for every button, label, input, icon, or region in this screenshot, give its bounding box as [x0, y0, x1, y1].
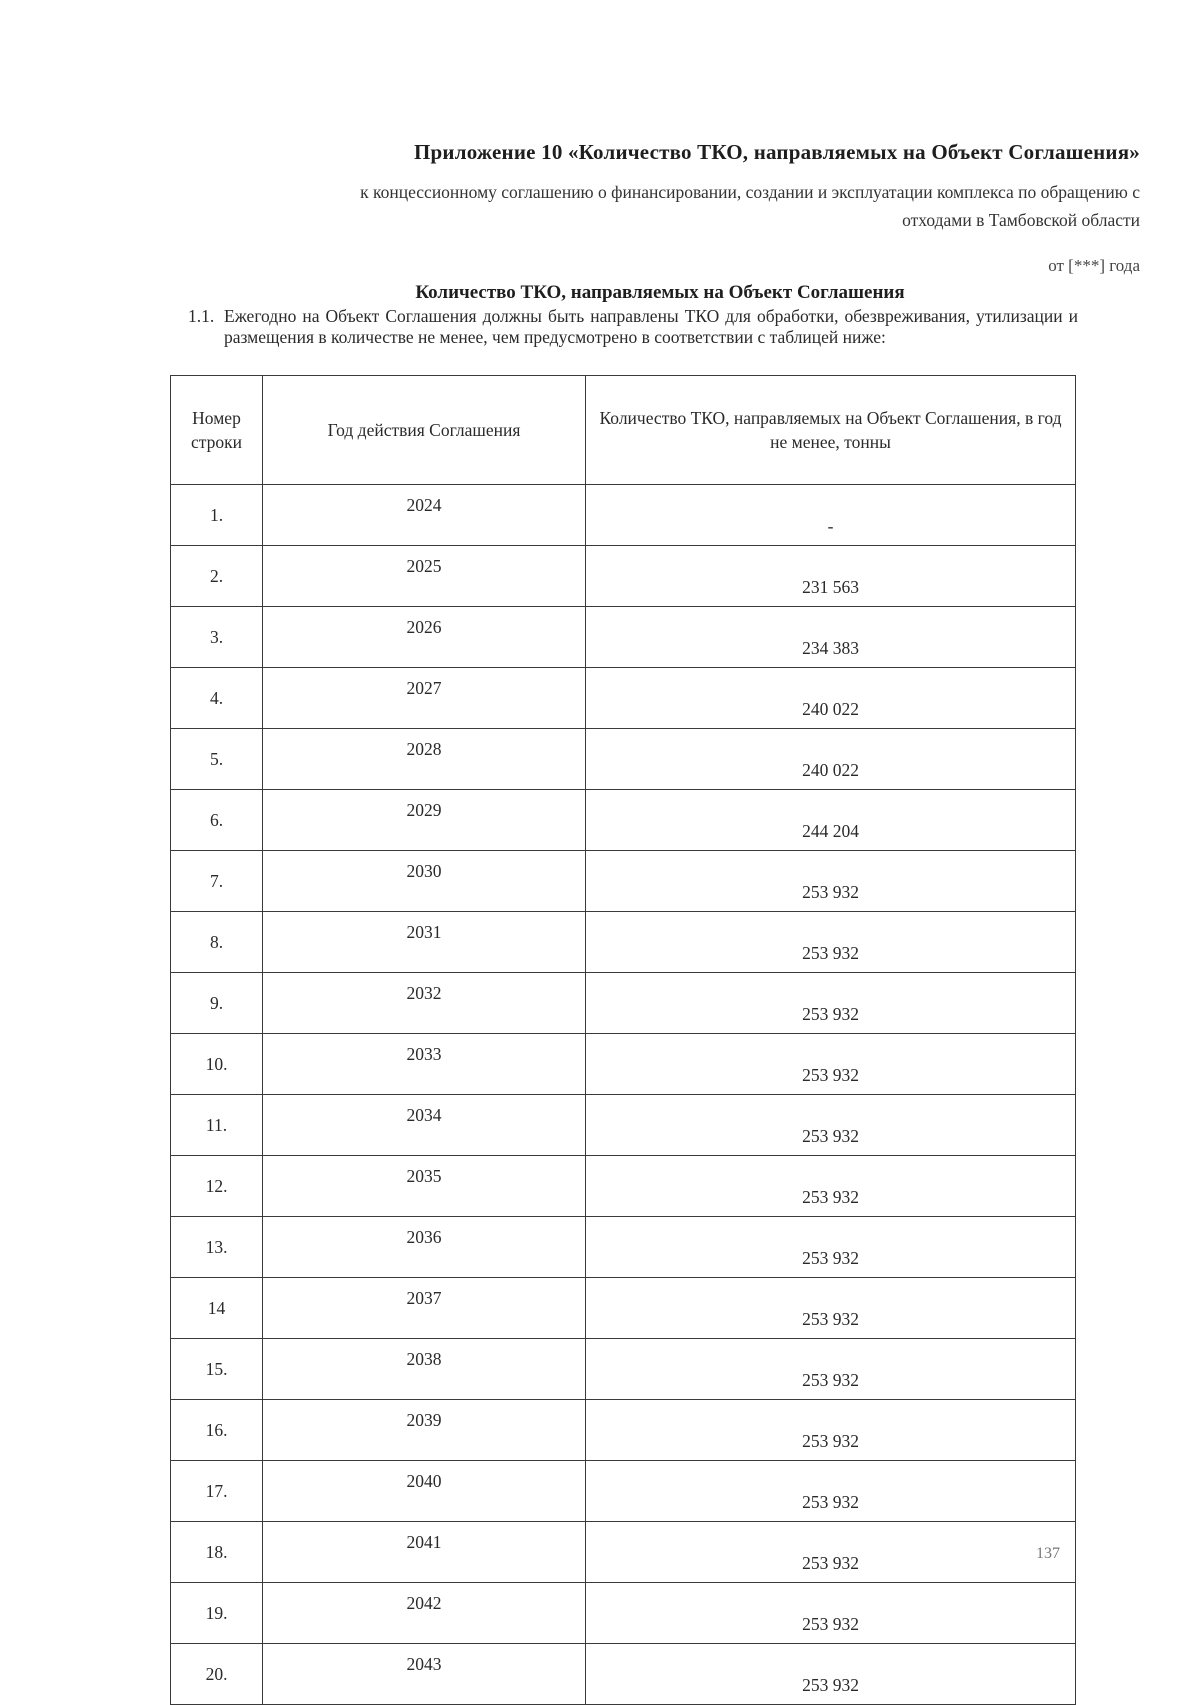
row-number-cell: 14 — [171, 1278, 263, 1339]
quantity-cell: 253 932 — [586, 1095, 1076, 1156]
year-cell: 2035 — [263, 1156, 586, 1217]
table-row — [171, 1156, 1076, 1217]
subtitle-line-1: к концессионному соглашению о финансировании, создании и эксплуатации комплекса по обращению с — [360, 182, 1140, 202]
year-cell: 2038 — [263, 1339, 586, 1400]
quantity-cell: 253 932 — [586, 1461, 1076, 1522]
year-cell: 2042 — [263, 1583, 586, 1644]
quantity-cell: 253 932 — [586, 1278, 1076, 1339]
clause-1-1 — [188, 306, 1078, 348]
table-row — [171, 1522, 1076, 1583]
table-row — [171, 729, 1076, 790]
quantity-cell: 253 932 — [586, 912, 1076, 973]
year-cell: 2039 — [263, 1400, 586, 1461]
quantity-cell: 244 204 — [586, 790, 1076, 851]
quantities-table — [170, 375, 1076, 1705]
row-number-cell: 16. — [171, 1400, 263, 1461]
year-cell: 2026 — [263, 607, 586, 668]
subtitle-line-2: отходами в Тамбовской области — [902, 210, 1140, 230]
table-row — [171, 851, 1076, 912]
year-cell: 2033 — [263, 1034, 586, 1095]
table-row — [171, 790, 1076, 851]
row-number-cell: 7. — [171, 851, 263, 912]
row-number-cell: 12. — [171, 1156, 263, 1217]
table-row — [171, 1583, 1076, 1644]
year-cell: 2025 — [263, 546, 586, 607]
row-number-cell: 13. — [171, 1217, 263, 1278]
quantity-cell: 253 932 — [586, 1034, 1076, 1095]
year-cell: 2028 — [263, 729, 586, 790]
row-number-cell: 1. — [171, 485, 263, 546]
table-row — [171, 668, 1076, 729]
page-number: 137 — [1036, 1545, 1060, 1562]
row-number-cell: 2. — [171, 546, 263, 607]
quantity-cell: 234 383 — [586, 607, 1076, 668]
row-number-cell: 10. — [171, 1034, 263, 1095]
header-year: Год действия Соглашения — [263, 376, 586, 485]
table-row — [171, 1461, 1076, 1522]
year-cell: 2027 — [263, 668, 586, 729]
quantity-cell: 231 563 — [586, 546, 1076, 607]
table-row — [171, 1339, 1076, 1400]
row-number-cell: 18. — [171, 1522, 263, 1583]
quantity-cell: 253 932 — [586, 1156, 1076, 1217]
row-number-cell: 6. — [171, 790, 263, 851]
table-row — [171, 973, 1076, 1034]
year-cell: 2040 — [263, 1461, 586, 1522]
year-cell: 2034 — [263, 1095, 586, 1156]
table-row — [171, 485, 1076, 546]
year-cell: 2032 — [263, 973, 586, 1034]
table-row — [171, 912, 1076, 973]
quantity-cell: 253 932 — [586, 973, 1076, 1034]
header-quantity: Количество ТКО, направляемых на Объект Соглашения, в год не менее, тонны — [586, 376, 1076, 485]
year-cell: 2041 — [263, 1522, 586, 1583]
quantity-cell: 253 932 — [586, 1217, 1076, 1278]
quantity-cell: 240 022 — [586, 729, 1076, 790]
table-row — [171, 546, 1076, 607]
year-cell: 2036 — [263, 1217, 586, 1278]
agreement-date: от [***] года — [1048, 256, 1140, 275]
table-row — [171, 1095, 1076, 1156]
table-row — [171, 1217, 1076, 1278]
year-cell: 2029 — [263, 790, 586, 851]
quantity-cell: - — [586, 485, 1076, 546]
row-number-cell: 15. — [171, 1339, 263, 1400]
table-row — [171, 1644, 1076, 1705]
quantities-table-container — [170, 375, 1075, 1705]
table-row — [171, 1278, 1076, 1339]
row-number-cell: 3. — [171, 607, 263, 668]
table-row — [171, 1400, 1076, 1461]
clause-text: Ежегодно на Объект Соглашения должны быть направлены ТКО для обработки, обезвреживания, утилизации и размещения в количестве не менее, чем предусмотрено в соответствии с таблицей ниже: — [224, 306, 1078, 347]
row-number-cell: 8. — [171, 912, 263, 973]
year-cell: 2031 — [263, 912, 586, 973]
appendix-subtitle — [200, 178, 1140, 234]
quantity-cell: 240 022 — [586, 668, 1076, 729]
quantity-cell: 253 932 — [586, 1583, 1076, 1644]
quantity-cell: 253 932 — [586, 1339, 1076, 1400]
table-body — [171, 485, 1076, 1705]
row-number-cell: 4. — [171, 668, 263, 729]
quantity-cell: 253 932 — [586, 851, 1076, 912]
row-number-cell: 17. — [171, 1461, 263, 1522]
quantity-cell: 253 932 — [586, 1522, 1076, 1583]
table-header-row — [171, 376, 1076, 485]
year-cell: 2043 — [263, 1644, 586, 1705]
clause-number: 1.1. — [188, 306, 215, 326]
appendix-title: Приложение 10 «Количество ТКО, направляемых на Объект Соглашения» — [414, 140, 1140, 164]
quantity-cell: 253 932 — [586, 1400, 1076, 1461]
year-cell: 2024 — [263, 485, 586, 546]
row-number-cell: 9. — [171, 973, 263, 1034]
row-number-cell: 11. — [171, 1095, 263, 1156]
table-row — [171, 1034, 1076, 1095]
section-heading: Количество ТКО, направляемых на Объект Соглашения — [415, 282, 905, 303]
header-row-number: Номер строки — [171, 376, 263, 485]
year-cell: 2037 — [263, 1278, 586, 1339]
row-number-cell: 20. — [171, 1644, 263, 1705]
year-cell: 2030 — [263, 851, 586, 912]
row-number-cell: 19. — [171, 1583, 263, 1644]
quantity-cell: 253 932 — [586, 1644, 1076, 1705]
table-row — [171, 607, 1076, 668]
row-number-cell: 5. — [171, 729, 263, 790]
